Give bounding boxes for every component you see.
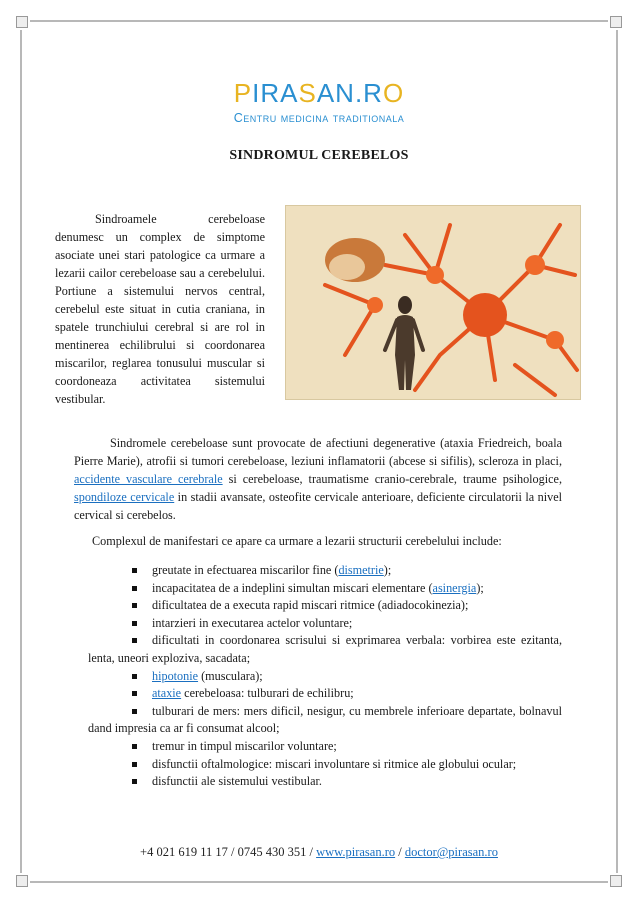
causes-paragraph: Sindromele cerebeloase sunt provocate de afectiuni degenerative (ataxia Friedreich, boala Pierre Marie), atrofii si tumori cerebeloase, leziuni inflamatorii (abcese si sifilis), scleroza in placi, accidente vasculare cerebrale si cerebeloase, traumatisme cranio-cerebrale, traume psihologice, spondiloze cervicale in stadii avansate, osteofite cervicale anterioare, deficiente circulatorii la nivel cervical si cerebelos. [74,436,562,522]
corner-ornament [16,875,28,887]
manifestations-intro: Complexul de manifestari ce apare ca urmare a lezarii structurii cerebelului include: [92,534,502,548]
list-item: greutate in efectuarea miscarilor fine (dismetrie); [88,562,562,580]
page-border-top [30,20,608,22]
list-item: disfunctii oftalmologice: miscari involuntare si ritmice ale globului ocular; [88,756,562,774]
painting-image [285,205,581,400]
site-logo [0,78,638,125]
list-item: tremur in timpul miscarilor voluntare; [88,738,562,756]
list-item: hipotonie (musculara); [88,668,562,686]
page-border-bottom [30,881,608,883]
logo-wordmark: PIRASAN.RO [233,78,405,108]
list-item: intarzieri in executarea actelor voluntare; [88,615,562,633]
hipotonie-link[interactable]: hipotonie [152,668,199,683]
list-item: dificultati in coordonarea scrisului si exprimarea verbala: vorbirea este ezitanta, lenta, uneori exploziva, sacadata; [88,632,562,667]
list-item: ataxie cerebeloasa: tulburari de echilibru; [88,685,562,703]
accidente-vasculare-link[interactable]: accidente vasculare cerebrale [74,472,223,486]
intro-paragraph: Sindroamele cerebeloase denumesc un complex de simptome asociate unei stari patologice ca urmare a lezarii cailor cerebeloase sau a cerebelului. Portiune a sistemului nervos central, cerebelul este situat in cutia craniana, in spatele trunchiului cerebral si are rol in mentinerea echilibrului si coordonarea miscarilor, reglarea tonusului muscular si coordoneaza activitatea sistemului vestibular. [55,212,265,406]
asinergia-link[interactable]: asinergia [432,580,477,595]
corner-ornament [16,16,28,28]
symptom-list [88,562,562,791]
page-title: SINDROMUL CEREBELOS [229,148,409,163]
corner-ornament [610,875,622,887]
dismetrie-link[interactable]: dismetrie [338,563,384,577]
website-link[interactable]: www.pirasan.ro [316,845,396,859]
list-item: tulburari de mers: mers dificil, nesigur, cu membrele inferioare departate, bolnavul dand impresia ca ar fi consumat alcool; [88,703,562,738]
corner-ornament [610,16,622,28]
spondiloze-cervicale-link[interactable]: spondiloze cervicale [74,490,175,504]
list-item: incapacitatea de a indeplini simultan miscari elementare (asinergia); [88,580,562,598]
email-link[interactable]: doctor@pirasan.ro [404,845,498,859]
ataxie-link[interactable]: ataxie [152,686,182,701]
logo-subtitle: Centru medicina traditionala [233,111,405,125]
list-item: disfunctii ale sistemului vestibular. [88,773,562,791]
neuron-illustration [285,205,581,400]
list-item: dificultatea de a executa rapid miscari ritmice (adiadocokinezia); [88,597,562,615]
contact-footer: +4 021 619 11 17 / 0745 430 351 / www.pirasan.ro / doctor@pirasan.ro [140,845,498,859]
